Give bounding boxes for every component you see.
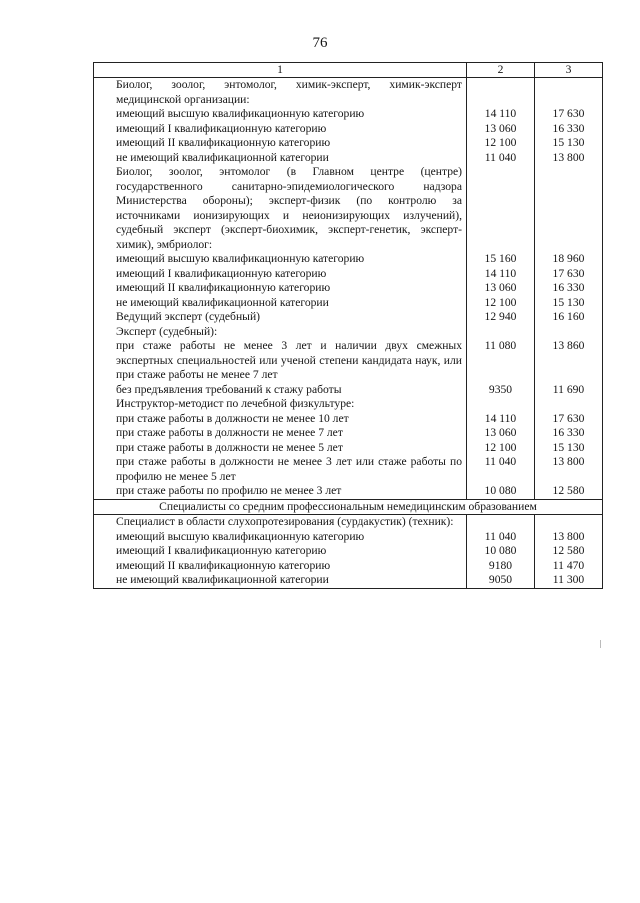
- row-value-col3: [535, 78, 603, 108]
- row-value-col2: 9050: [467, 573, 535, 588]
- column-header-2: 2: [467, 63, 535, 78]
- row-label: имеющий высшую квалификационную категорию: [94, 107, 467, 122]
- row-value-col3: 17 630: [535, 107, 603, 122]
- row-label: при стаже работы по профилю не менее 3 лет: [94, 484, 467, 499]
- row-label: при стаже работы в должности не менее 7 лет: [94, 426, 467, 441]
- table-row: [94, 515, 603, 530]
- table-row: [94, 544, 603, 559]
- row-value-col2: [467, 78, 535, 108]
- table-row: [94, 455, 603, 484]
- table-row: [94, 252, 603, 267]
- row-value-col3: 16 330: [535, 426, 603, 441]
- table-row: [94, 383, 603, 398]
- row-label: Биолог, зоолог, энтомолог, химик-эксперт, химик-эксперт медицинской организации:: [94, 78, 467, 108]
- row-value-col3: 15 130: [535, 441, 603, 456]
- table-row: [94, 151, 603, 166]
- row-value-col3: [535, 397, 603, 412]
- column-header-1: 1: [94, 63, 467, 78]
- row-label: имеющий I квалификационную категорию: [94, 267, 467, 282]
- row-value-col3: 12 580: [535, 544, 603, 559]
- row-value-col2: [467, 397, 535, 412]
- row-label: Биолог, зоолог, энтомолог (в Главном центре (центре) государственного санитарно-эпидемиологического надзора Министерства обороны); эксперт-физик (по контролю за источниками ионизирующих и неионизирующих излучений), судебный эксперт (эксперт-биохимик, эксперт-генетик, эксперт-химик), эмбриолог:: [94, 165, 467, 252]
- salary-table: [93, 62, 603, 589]
- table-row: [94, 484, 603, 499]
- row-value-col2: 12 100: [467, 441, 535, 456]
- row-value-col3: 13 800: [535, 530, 603, 545]
- row-value-col2: 11 040: [467, 455, 535, 484]
- table-header-row: [94, 63, 603, 78]
- row-value-col2: 13 060: [467, 426, 535, 441]
- row-label: при стаже работы в должности не менее 10 лет: [94, 412, 467, 427]
- row-value-col2: 10 080: [467, 484, 535, 499]
- row-value-col3: 15 130: [535, 296, 603, 311]
- table-row: [94, 296, 603, 311]
- row-value-col3: 13 860: [535, 339, 603, 383]
- row-label: не имеющий квалификационной категории: [94, 296, 467, 311]
- row-label: не имеющий квалификационной категории: [94, 151, 467, 166]
- scan-margin-mark: [600, 640, 601, 648]
- row-value-col2: 9350: [467, 383, 535, 398]
- table-row: [94, 426, 603, 441]
- row-value-col2: [467, 325, 535, 340]
- table-row: [94, 310, 603, 325]
- table-row: [94, 78, 603, 108]
- row-label: при стаже работы в должности не менее 5 лет: [94, 441, 467, 456]
- row-value-col3: 11 300: [535, 573, 603, 588]
- row-value-col2: 11 040: [467, 151, 535, 166]
- row-value-col2: 13 060: [467, 122, 535, 137]
- table-row: [94, 530, 603, 545]
- table-row: [94, 107, 603, 122]
- row-value-col2: 9180: [467, 559, 535, 574]
- row-label: без предъявления требований к стажу работы: [94, 383, 467, 398]
- row-value-col3: 17 630: [535, 412, 603, 427]
- table-row: [94, 165, 603, 252]
- row-value-col3: 11 470: [535, 559, 603, 574]
- table-row: [94, 339, 603, 383]
- row-label: имеющий I квалификационную категорию: [94, 122, 467, 137]
- row-value-col3: 11 690: [535, 383, 603, 398]
- row-value-col3: 13 800: [535, 455, 603, 484]
- row-label: имеющий высшую квалификационную категорию: [94, 252, 467, 267]
- table-row: [94, 122, 603, 137]
- row-value-col2: 10 080: [467, 544, 535, 559]
- row-value-col3: 18 960: [535, 252, 603, 267]
- row-label: Эксперт (судебный):: [94, 325, 467, 340]
- row-value-col3: 17 630: [535, 267, 603, 282]
- row-value-col3: [535, 515, 603, 530]
- row-label: Специалист в области слухопротезирования (сурдакустик) (техник):: [94, 515, 467, 530]
- table-row: [94, 397, 603, 412]
- row-value-col3: 12 580: [535, 484, 603, 499]
- section-header-row: [94, 499, 603, 515]
- row-label: Инструктор-методист по лечебной физкультуре:: [94, 397, 467, 412]
- row-value-col2: [467, 515, 535, 530]
- table-row: [94, 136, 603, 151]
- table-row: [94, 412, 603, 427]
- table-row: [94, 281, 603, 296]
- table-row: [94, 559, 603, 574]
- row-value-col2: 12 100: [467, 136, 535, 151]
- row-label: имеющий II квалификационную категорию: [94, 559, 467, 574]
- table-row: [94, 325, 603, 340]
- row-label: при стаже работы в должности не менее 3 лет или стаже работы по профилю не менее 5 лет: [94, 455, 467, 484]
- row-value-col3: [535, 165, 603, 252]
- row-value-col2: 15 160: [467, 252, 535, 267]
- row-value-col3: 16 330: [535, 122, 603, 137]
- row-label: имеющий II квалификационную категорию: [94, 136, 467, 151]
- table-row: [94, 441, 603, 456]
- row-value-col2: 14 110: [467, 107, 535, 122]
- row-value-col2: [467, 165, 535, 252]
- page-number: 76: [312, 35, 328, 51]
- row-label: имеющий I квалификационную категорию: [94, 544, 467, 559]
- row-label: при стаже работы не менее 3 лет и наличии двух смежных экспертных специальностей или ученой степени кандидата наук, или при стаже работы не менее 7 лет: [94, 339, 467, 383]
- row-value-col3: [535, 325, 603, 340]
- column-header-3: 3: [535, 63, 603, 78]
- row-value-col2: 14 110: [467, 412, 535, 427]
- row-label: не имеющий квалификационной категории: [94, 573, 467, 588]
- section-title: Специалисты со средним профессиональным немедицинским образованием: [94, 499, 603, 515]
- row-label: имеющий высшую квалификационную категорию: [94, 530, 467, 545]
- row-label: имеющий II квалификационную категорию: [94, 281, 467, 296]
- row-value-col2: 12 100: [467, 296, 535, 311]
- table-row: [94, 573, 603, 588]
- row-label: Ведущий эксперт (судебный): [94, 310, 467, 325]
- row-value-col2: 13 060: [467, 281, 535, 296]
- row-value-col2: 11 080: [467, 339, 535, 383]
- row-value-col3: 16 330: [535, 281, 603, 296]
- row-value-col3: 15 130: [535, 136, 603, 151]
- row-value-col2: 11 040: [467, 530, 535, 545]
- row-value-col3: 16 160: [535, 310, 603, 325]
- row-value-col3: 13 800: [535, 151, 603, 166]
- row-value-col2: 14 110: [467, 267, 535, 282]
- row-value-col2: 12 940: [467, 310, 535, 325]
- table-row: [94, 267, 603, 282]
